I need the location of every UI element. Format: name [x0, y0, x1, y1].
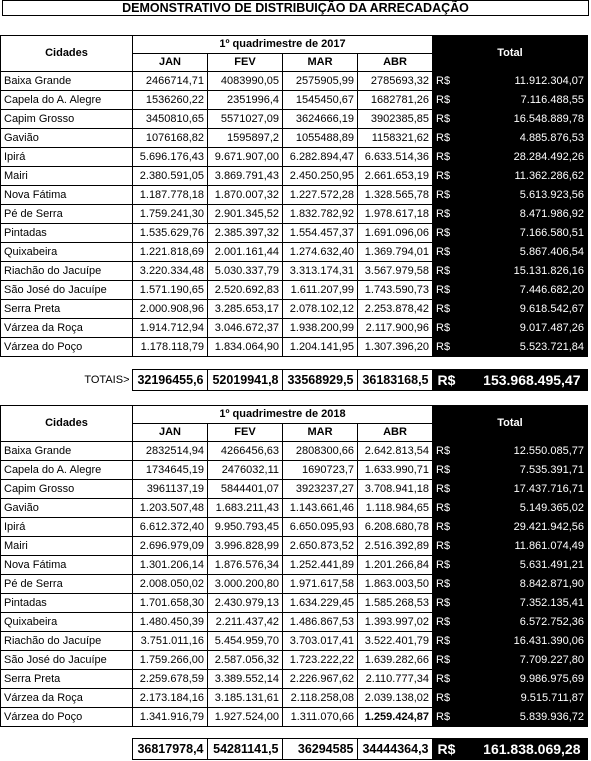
month-value: 3.522.401,79 — [358, 632, 433, 651]
table-row — [1, 461, 588, 480]
month-value: 1.143.661,46 — [283, 499, 358, 518]
month-value: 2.226.967,62 — [283, 670, 358, 689]
table-row — [1, 205, 588, 224]
month-value: 2.118.258,08 — [283, 689, 358, 708]
month-value: 3624666,19 — [283, 110, 358, 129]
row-total: 9.017.487,26 — [462, 319, 588, 338]
currency-label: R$ — [433, 689, 462, 708]
month-value: 2.001.161,44 — [208, 243, 283, 262]
month-value: 1.743.590,73 — [358, 281, 433, 300]
month-total: 36294585 — [282, 739, 357, 760]
row-total: 29.421.942,56 — [462, 518, 588, 537]
month-value: 2.450.250,95 — [283, 167, 358, 186]
currency-label: R$ — [433, 670, 462, 689]
row-total: 9.618.542,67 — [462, 300, 588, 319]
month-value: 1.971.617,58 — [283, 575, 358, 594]
month-value: 3450810,65 — [133, 110, 208, 129]
month-value: 1682781,26 — [358, 91, 433, 110]
month-value: 1.639.282,66 — [358, 651, 433, 670]
month-value: 1.585.268,53 — [358, 594, 433, 613]
period-header: 1º quadrimestre de 2017 — [133, 36, 433, 54]
currency-label: R$ — [433, 91, 462, 110]
month-value: 3902385,85 — [358, 110, 433, 129]
month-value: 1.221.818,69 — [133, 243, 208, 262]
currency-label: R$ — [433, 300, 462, 319]
table-row — [1, 148, 588, 167]
month-value: 1.759.241,30 — [133, 205, 208, 224]
row-total: 9.515.711,87 — [462, 689, 588, 708]
currency-label: R$ — [433, 613, 462, 632]
table-2018 — [0, 405, 588, 727]
month-value: 1.187.778,18 — [133, 186, 208, 205]
table-row — [1, 224, 588, 243]
month-value: 1.393.997,02 — [358, 613, 433, 632]
city-name: Riachão do Jacuípe — [1, 262, 133, 281]
totals-row-2018 — [0, 738, 588, 760]
totals-label — [0, 739, 132, 760]
month-value: 2351996,4 — [208, 91, 283, 110]
month-header: JAN — [133, 424, 208, 442]
city-name: Mairi — [1, 537, 133, 556]
month-value: 2.587.056,32 — [208, 651, 283, 670]
city-name: Baixa Grande — [1, 72, 133, 91]
month-value: 1.571.190,65 — [133, 281, 208, 300]
month-value: 1545450,67 — [283, 91, 358, 110]
month-value: 2.380.591,05 — [133, 167, 208, 186]
city-name: Várzea do Poço — [1, 708, 133, 727]
month-value: 2.696.979,09 — [133, 537, 208, 556]
month-value: 1.486.867,53 — [283, 613, 358, 632]
row-total: 5.839.936,72 — [462, 708, 588, 727]
table-row — [1, 708, 588, 727]
row-total: 7.446.682,20 — [462, 281, 588, 300]
month-value: 1734645,19 — [133, 461, 208, 480]
currency-label: R$ — [433, 537, 462, 556]
row-total: 4.885.876,53 — [462, 129, 588, 148]
month-value: 3.285.653,17 — [208, 300, 283, 319]
table-row — [1, 689, 588, 708]
row-total: 8.471.986,92 — [462, 205, 588, 224]
city-name: São José do Jacuípe — [1, 281, 133, 300]
table-row — [1, 129, 588, 148]
currency-label: R$ — [433, 205, 462, 224]
month-value: 1.938.200,99 — [283, 319, 358, 338]
table-row — [1, 537, 588, 556]
month-value: 1.341.916,79 — [133, 708, 208, 727]
city-name: Quixabeira — [1, 243, 133, 262]
month-value: 2.117.900,96 — [358, 319, 433, 338]
month-value: 1.554.457,37 — [283, 224, 358, 243]
currency-label: R$ — [433, 651, 462, 670]
city-name: Várzea da Roça — [1, 689, 133, 708]
month-value: 1.118.984,65 — [358, 499, 433, 518]
month-value: 5.030.337,79 — [208, 262, 283, 281]
month-value: 3.703.017,41 — [283, 632, 358, 651]
month-value: 1.927.524,00 — [208, 708, 283, 727]
month-value: 1595897,2 — [208, 129, 283, 148]
month-value: 2832514,94 — [133, 442, 208, 461]
month-value: 2.901.345,52 — [208, 205, 283, 224]
month-header: ABR — [358, 424, 433, 442]
month-value: 1.535.629,76 — [133, 224, 208, 243]
month-value: 1.683.211,43 — [208, 499, 283, 518]
row-total: 5.867.406,54 — [462, 243, 588, 262]
month-value: 6.282.894,47 — [283, 148, 358, 167]
city-name: Mairi — [1, 167, 133, 186]
table-row — [1, 338, 588, 357]
row-total: 11.912.304,07 — [462, 72, 588, 91]
currency-label: R$ — [433, 708, 462, 727]
month-value: 4266456,63 — [208, 442, 283, 461]
row-total: 6.572.752,36 — [462, 613, 588, 632]
month-header: MAR — [283, 54, 358, 72]
currency-label: R$ — [433, 442, 462, 461]
city-name: Serra Preta — [1, 300, 133, 319]
month-value: 3923237,27 — [283, 480, 358, 499]
month-value: 2.259.678,59 — [133, 670, 208, 689]
table-row — [1, 499, 588, 518]
month-value: 1.259.424,87 — [358, 708, 433, 727]
table-row — [1, 480, 588, 499]
table-row — [1, 110, 588, 129]
currency-label: R$ — [433, 461, 462, 480]
month-total: 52019941,8 — [207, 370, 282, 391]
month-value: 5844401,07 — [208, 480, 283, 499]
month-value: 5571027,09 — [208, 110, 283, 129]
table-row — [1, 670, 588, 689]
row-total: 28.284.492,26 — [462, 148, 588, 167]
table-row — [1, 442, 588, 461]
currency-label: R$ — [433, 632, 462, 651]
month-value: 1.301.206,14 — [133, 556, 208, 575]
row-total: 17.437.716,71 — [462, 480, 588, 499]
city-name: Capela do A. Alegre — [1, 91, 133, 110]
table-2017 — [0, 35, 588, 357]
month-value: 3.000.200,80 — [208, 575, 283, 594]
currency-label: R$ — [433, 262, 462, 281]
currency-label: R$ — [433, 556, 462, 575]
row-total: 8.842.871,90 — [462, 575, 588, 594]
row-total: 16.431.390,06 — [462, 632, 588, 651]
city-name: Várzea da Roça — [1, 319, 133, 338]
month-value: 2.516.392,89 — [358, 537, 433, 556]
month-total: 36183168,5 — [357, 370, 432, 391]
month-value: 1.328.565,78 — [358, 186, 433, 205]
month-value: 1.870.007,32 — [208, 186, 283, 205]
month-value: 3.708.941,18 — [358, 480, 433, 499]
row-total: 7.166.580,51 — [462, 224, 588, 243]
month-value: 2466714,71 — [133, 72, 208, 91]
month-value: 2808300,66 — [283, 442, 358, 461]
month-value: 1.611.207,99 — [283, 281, 358, 300]
city-name: Quixabeira — [1, 613, 133, 632]
city-name: Ipirá — [1, 148, 133, 167]
period-header: 1º quadrimestre de 2018 — [133, 406, 433, 424]
currency-label: R$ — [432, 739, 461, 760]
row-total: 7.116.488,55 — [462, 91, 588, 110]
month-value: 3.046.672,37 — [208, 319, 283, 338]
city-name: Nova Fátima — [1, 186, 133, 205]
table-row — [1, 262, 588, 281]
row-total: 11.362.286,62 — [462, 167, 588, 186]
currency-label: R$ — [433, 129, 462, 148]
city-name: Várzea do Poço — [1, 338, 133, 357]
city-name: Pé de Serra — [1, 205, 133, 224]
month-value: 1.759.266,00 — [133, 651, 208, 670]
month-value: 3.313.174,31 — [283, 262, 358, 281]
month-value: 2.078.102,12 — [283, 300, 358, 319]
currency-label: R$ — [433, 167, 462, 186]
month-header: ABR — [358, 54, 433, 72]
month-value: 1.252.441,89 — [283, 556, 358, 575]
month-value: 2.430.979,13 — [208, 594, 283, 613]
month-total: 34444364,3 — [357, 739, 432, 760]
month-total: 33568929,5 — [282, 370, 357, 391]
city-name: Gavião — [1, 499, 133, 518]
month-value: 3.567.979,58 — [358, 262, 433, 281]
month-value: 2.008.050,02 — [133, 575, 208, 594]
month-value: 6.208.680,78 — [358, 518, 433, 537]
month-value: 2.520.692,83 — [208, 281, 283, 300]
row-total: 5.523.721,84 — [462, 338, 588, 357]
table-row — [1, 72, 588, 91]
month-value: 1076168,82 — [133, 129, 208, 148]
month-value: 6.650.095,93 — [283, 518, 358, 537]
currency-label: R$ — [432, 370, 461, 391]
month-value: 1.369.794,01 — [358, 243, 433, 262]
month-value: 1.178.118,79 — [133, 338, 208, 357]
row-total: 16.548.889,78 — [462, 110, 588, 129]
month-value: 3.996.828,99 — [208, 537, 283, 556]
city-name: Pintadas — [1, 224, 133, 243]
month-value: 1.634.229,45 — [283, 594, 358, 613]
month-value: 5.696.176,43 — [133, 148, 208, 167]
table-row — [1, 167, 588, 186]
city-name: Baixa Grande — [1, 442, 133, 461]
month-value: 2.173.184,16 — [133, 689, 208, 708]
month-value: 2785693,32 — [358, 72, 433, 91]
table-row — [1, 594, 588, 613]
grand-total: 161.838.069,28 — [461, 739, 587, 760]
cities-header: Cidades — [1, 36, 133, 72]
month-value: 2.642.813,54 — [358, 442, 433, 461]
month-value: 6.633.514,36 — [358, 148, 433, 167]
row-total: 9.986.975,69 — [462, 670, 588, 689]
month-value: 1536260,22 — [133, 91, 208, 110]
month-value: 1.834.064,90 — [208, 338, 283, 357]
city-name: São José do Jacuípe — [1, 651, 133, 670]
total-header: Total — [433, 406, 588, 442]
row-total: 5.631.491,21 — [462, 556, 588, 575]
month-value: 5.454.959,70 — [208, 632, 283, 651]
currency-label: R$ — [433, 338, 462, 357]
currency-label: R$ — [433, 148, 462, 167]
month-value: 1.701.658,30 — [133, 594, 208, 613]
table-row — [1, 243, 588, 262]
month-value: 2476032,11 — [208, 461, 283, 480]
month-value: 9.950.793,45 — [208, 518, 283, 537]
month-value: 1.723.222,22 — [283, 651, 358, 670]
month-value: 1.978.617,18 — [358, 205, 433, 224]
currency-label: R$ — [433, 594, 462, 613]
totals-row-2017 — [0, 369, 588, 391]
month-value: 2.253.878,42 — [358, 300, 433, 319]
month-value: 1.691.096,06 — [358, 224, 433, 243]
month-value: 9.671.907,00 — [208, 148, 283, 167]
city-name: Capim Grosso — [1, 110, 133, 129]
page-title: DEMONSTRATIVO DE DISTRIBUIÇÃO DA ARRECADAÇÃO — [2, 0, 589, 16]
month-value: 2.110.777,34 — [358, 670, 433, 689]
month-value: 1.201.266,84 — [358, 556, 433, 575]
table-row — [1, 319, 588, 338]
table-row — [1, 518, 588, 537]
row-total: 7.352.135,41 — [462, 594, 588, 613]
month-value: 3.869.791,43 — [208, 167, 283, 186]
table-row — [1, 556, 588, 575]
currency-label: R$ — [433, 480, 462, 499]
month-value: 1158321,62 — [358, 129, 433, 148]
currency-label: R$ — [433, 518, 462, 537]
row-total: 15.131.826,16 — [462, 262, 588, 281]
month-value: 1055488,89 — [283, 129, 358, 148]
total-header: Total — [433, 36, 588, 72]
cities-header: Cidades — [1, 406, 133, 442]
month-value: 1.203.507,48 — [133, 499, 208, 518]
table-row — [1, 91, 588, 110]
month-value: 3.389.552,14 — [208, 670, 283, 689]
month-total: 54281141,5 — [207, 739, 282, 760]
month-value: 1690723,7 — [283, 461, 358, 480]
month-value: 1.914.712,94 — [133, 319, 208, 338]
totals-label: TOTAIS> — [84, 374, 130, 386]
month-value: 1.307.396,20 — [358, 338, 433, 357]
month-header: JAN — [133, 54, 208, 72]
table-row — [1, 186, 588, 205]
row-total: 7.535.391,71 — [462, 461, 588, 480]
grand-total: 153.968.495,47 — [461, 370, 587, 391]
month-value: 1.863.003,50 — [358, 575, 433, 594]
city-name: Capela do A. Alegre — [1, 461, 133, 480]
month-value: 1.274.632,40 — [283, 243, 358, 262]
month-value: 1.311.070,66 — [283, 708, 358, 727]
city-name: Serra Preta — [1, 670, 133, 689]
city-name: Capim Grosso — [1, 480, 133, 499]
month-header: FEV — [208, 54, 283, 72]
month-header: FEV — [208, 424, 283, 442]
row-total: 5.613.923,56 — [462, 186, 588, 205]
month-total: 36817978,4 — [132, 739, 207, 760]
month-value: 2.661.653,19 — [358, 167, 433, 186]
month-header: MAR — [283, 424, 358, 442]
currency-label: R$ — [433, 319, 462, 338]
table-row — [1, 632, 588, 651]
month-value: 1.633.990,71 — [358, 461, 433, 480]
month-total: 32196455,6 — [132, 370, 207, 391]
city-name: Pintadas — [1, 594, 133, 613]
table-row — [1, 613, 588, 632]
currency-label: R$ — [433, 186, 462, 205]
city-name: Nova Fátima — [1, 556, 133, 575]
table-row — [1, 575, 588, 594]
city-name: Ipirá — [1, 518, 133, 537]
city-name: Pé de Serra — [1, 575, 133, 594]
month-value: 1.480.450,39 — [133, 613, 208, 632]
currency-label: R$ — [433, 110, 462, 129]
currency-label: R$ — [433, 72, 462, 91]
row-total: 11.861.074,49 — [462, 537, 588, 556]
row-total: 5.149.365,02 — [462, 499, 588, 518]
month-value: 2.650.873,52 — [283, 537, 358, 556]
city-name: Riachão do Jacuípe — [1, 632, 133, 651]
month-value: 1.204.141,95 — [283, 338, 358, 357]
table-row — [1, 651, 588, 670]
month-value: 6.612.372,40 — [133, 518, 208, 537]
month-value: 2.385.397,32 — [208, 224, 283, 243]
row-total: 7.709.227,80 — [462, 651, 588, 670]
city-name: Gavião — [1, 129, 133, 148]
month-value: 2.000.908,96 — [133, 300, 208, 319]
month-value: 3.751.011,16 — [133, 632, 208, 651]
currency-label: R$ — [433, 224, 462, 243]
currency-label: R$ — [433, 281, 462, 300]
month-value: 4083990,05 — [208, 72, 283, 91]
table-row — [1, 281, 588, 300]
month-value: 2575905,99 — [283, 72, 358, 91]
row-total: 12.550.085,77 — [462, 442, 588, 461]
currency-label: R$ — [433, 575, 462, 594]
table-row — [1, 300, 588, 319]
month-value: 1.876.576,34 — [208, 556, 283, 575]
currency-label: R$ — [433, 499, 462, 518]
currency-label: R$ — [433, 243, 462, 262]
month-value: 2.039.138,02 — [358, 689, 433, 708]
month-value: 3.220.334,48 — [133, 262, 208, 281]
month-value: 2.211.437,42 — [208, 613, 283, 632]
month-value: 1.227.572,28 — [283, 186, 358, 205]
month-value: 1.832.782,92 — [283, 205, 358, 224]
month-value: 3.185.131,61 — [208, 689, 283, 708]
month-value: 3961137,19 — [133, 480, 208, 499]
